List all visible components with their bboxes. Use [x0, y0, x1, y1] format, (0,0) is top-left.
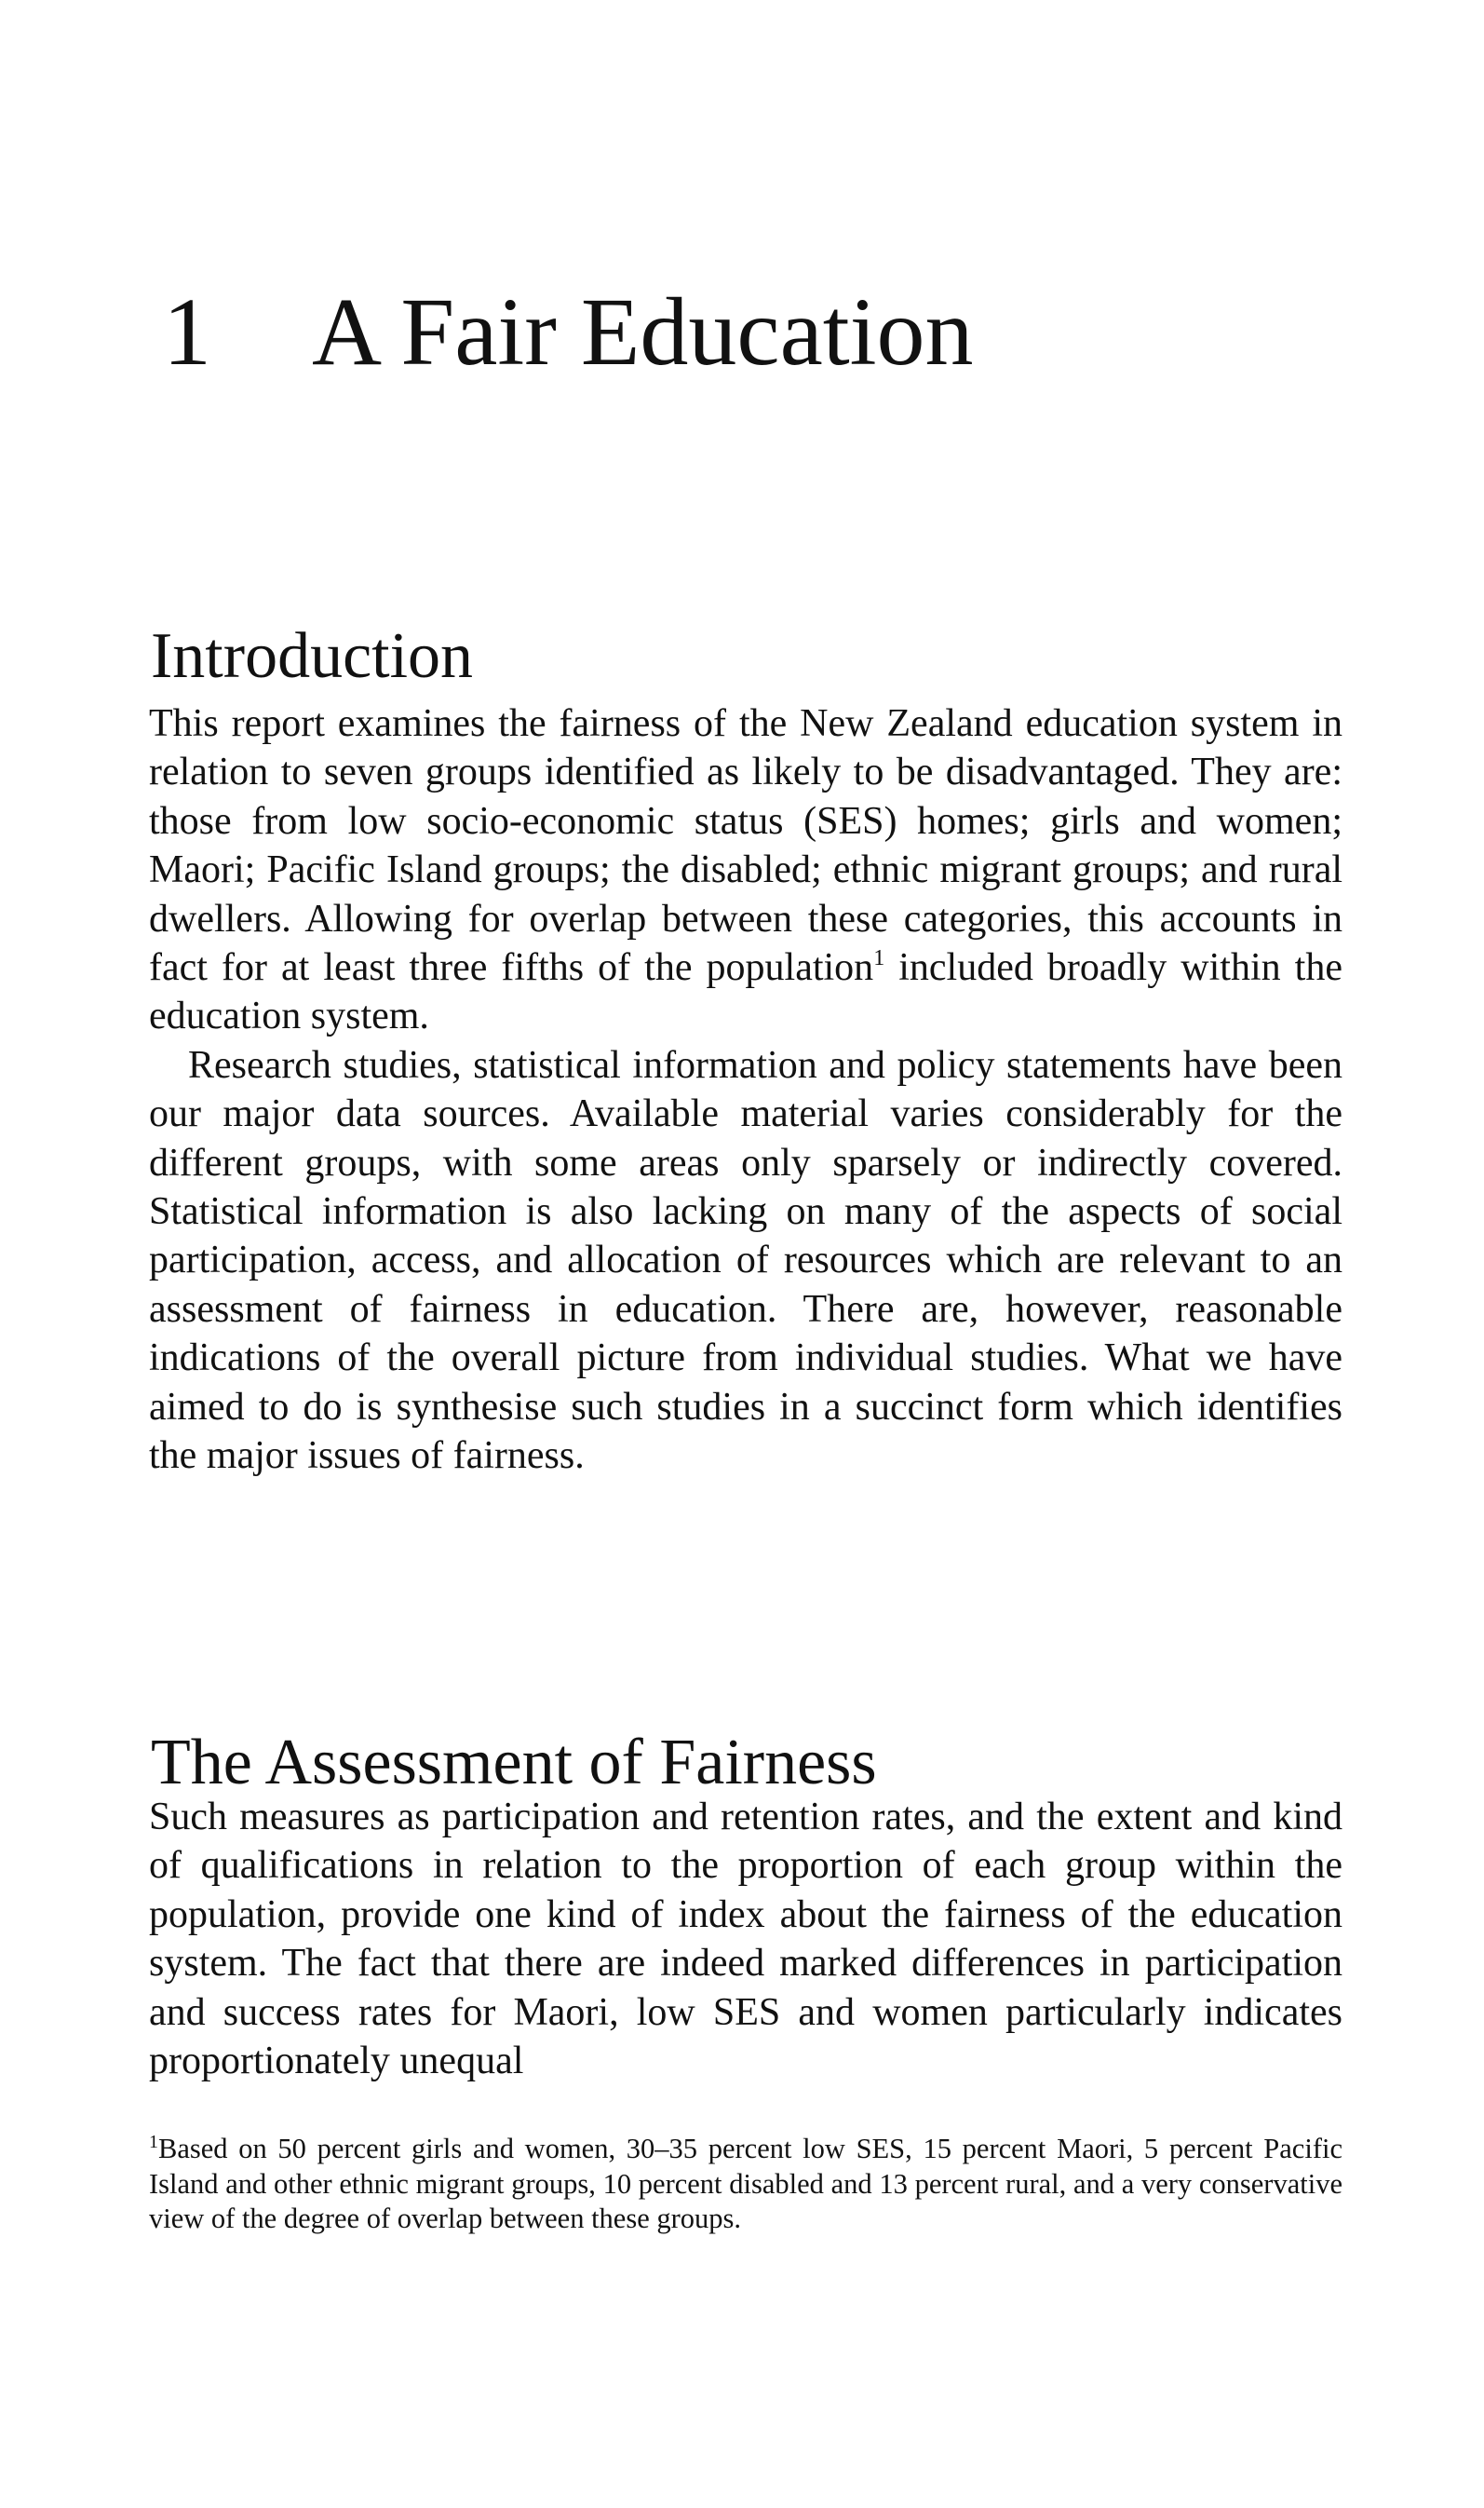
- introduction-paragraph-1-tail: included broadly within the education system.: [149, 946, 1342, 1038]
- chapter-number: 1: [163, 278, 211, 386]
- introduction-paragraph-2: Research studies, statistical information and policy statements have been our major data sources. Available material varies considerably for the different groups, with some areas only sparsely or indirectly covered. Statistical information is also lacking on many of the aspects of social participation, access, and allocation of resources which are relevant to an assessment of fairness in education. There are, however, reasonable indications of the overall picture from individual studies. What we have aimed to do is synthesise such studies in a succinct form which identifies the major issues of fairness.: [149, 1043, 1342, 1478]
- chapter-heading: [163, 278, 974, 386]
- section-heading-introduction: Introduction: [151, 620, 474, 693]
- introduction-paragraph-1: [149, 699, 1342, 1041]
- section-heading-assessment: The Assessment of Fairness: [151, 1727, 877, 1799]
- introduction-body: [149, 699, 1342, 1481]
- assessment-body: [149, 1793, 1342, 2085]
- footnote-reference: 1: [873, 946, 885, 971]
- introduction-paragraph-1-text: This report examines the fairness of the New Zealand education system in relation to seven groups identified as likely to be disadvantaged. They are: those from low socio-economic status (SES) homes; girls and women; Maori; Pacific Island groups; the disabled; ethnic migrant groups; and rural dwellers. Allowing for overlap between these categories, this accounts in fact for at least three fifths of the population: [149, 702, 1342, 990]
- chapter-title: A Fair Education: [312, 278, 974, 386]
- footnote-text: Based on 50 percent girls and women, 30–35 percent low SES, 15 percent Maori, 5 percent Pacific Island and other ethnic migrant groups, 10 percent disabled and 13 percent rural, and a very conservative view of the degree of overlap between these groups.: [149, 2133, 1342, 2234]
- footnote: [149, 2132, 1342, 2237]
- assessment-paragraph-1: Such measures as participation and retention rates, and the extent and kind of qualifications in relation to the proportion of each group within the population, provide one kind of index about the fairness of the education system. The fact that there are indeed marked differences in participation and success rates for Maori, low SES and women particularly indicates proportionately unequal: [149, 1796, 1342, 2083]
- footnote-marker: 1: [149, 2132, 158, 2152]
